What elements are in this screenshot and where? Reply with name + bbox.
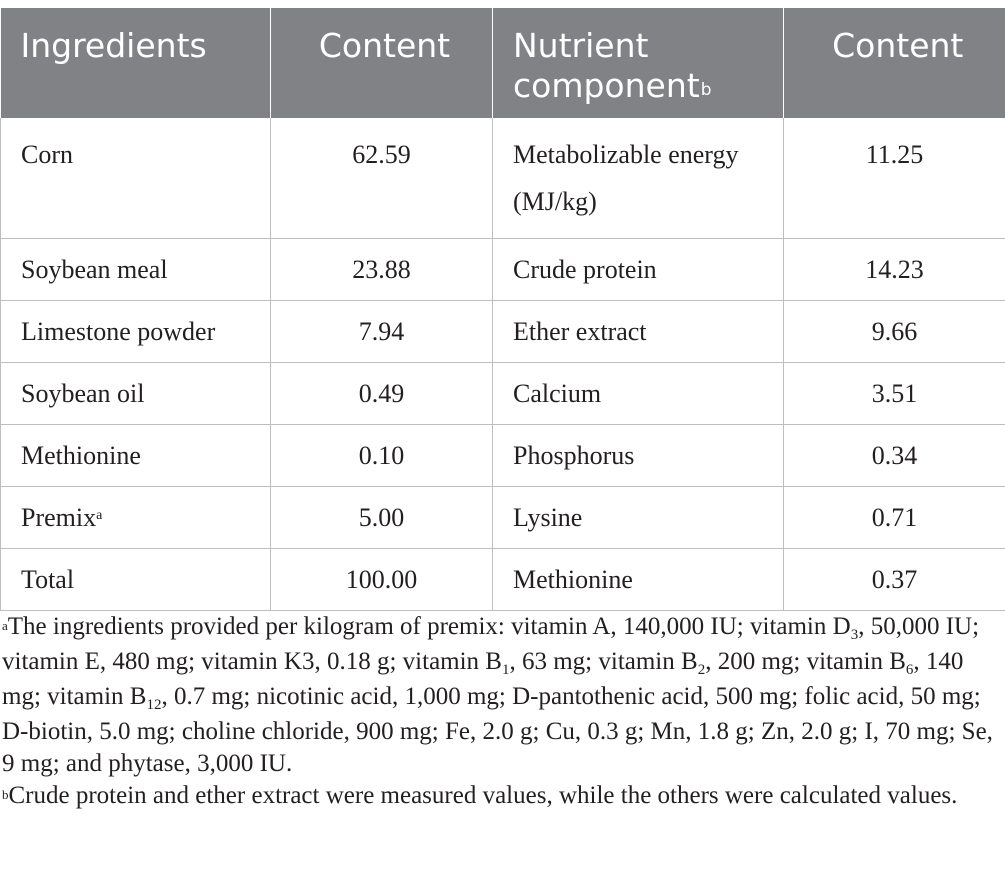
- nutrient-value-cell: 3.51: [784, 363, 1005, 425]
- ingredient-content-cell: 0.49: [271, 363, 493, 425]
- table-body: [1, 118, 1005, 611]
- nutrient-cell: Ether extract: [493, 301, 784, 363]
- footnote-b: [2, 780, 1002, 812]
- footnote-marker-a: a: [96, 508, 103, 523]
- nutrient-value-cell: 0.37: [784, 549, 1005, 611]
- ingredient-cell: Limestone powder: [1, 301, 271, 363]
- ingredient-cell: [1, 487, 271, 549]
- ingredient-content-cell: 100.00: [271, 549, 493, 611]
- ingredient-content-cell: 0.10: [271, 425, 493, 487]
- table-row: [1, 118, 1005, 239]
- table-row: [1, 549, 1005, 611]
- nutrient-cell: Crude protein: [493, 239, 784, 301]
- header-content-nutrient: Content: [784, 8, 1005, 118]
- footnote-a-text: , 200 mg; vitamin B: [705, 648, 906, 675]
- nutrient-value-cell: 11.25: [784, 118, 1005, 239]
- header-row: [1, 8, 1005, 118]
- nutrient-cell: Calcium: [493, 363, 784, 425]
- nutrient-line2: (MJ/kg): [513, 187, 597, 216]
- table-row: [1, 425, 1005, 487]
- subscript: 1: [501, 662, 510, 678]
- footnote-b-marker: b: [2, 787, 9, 802]
- footnote-a-text: , 50,000 IU; vitamin E, 480 mg; vitamin K3, 0.18 g; vitamin B: [2, 613, 980, 675]
- subscript: 6: [905, 662, 914, 678]
- ingredient-cell: Corn: [1, 118, 271, 239]
- nutrient-cell: Phosphorus: [493, 425, 784, 487]
- header-nutrient-component: [493, 8, 784, 118]
- subscript: 3: [850, 627, 859, 643]
- table-row: [1, 363, 1005, 425]
- nutrient-cell: Lysine: [493, 487, 784, 549]
- ingredient-content-cell: 62.59: [271, 118, 493, 239]
- nutrient-value-cell: 0.71: [784, 487, 1005, 549]
- ingredient-content-cell: 23.88: [271, 239, 493, 301]
- ingredient-content-cell: 5.00: [271, 487, 493, 549]
- table-row: [1, 487, 1005, 549]
- nutrient-line1: Metabolizable energy: [513, 140, 739, 169]
- ingredient-label: Premix: [21, 503, 97, 532]
- table-header: [1, 8, 1005, 118]
- ingredient-cell: Methionine: [1, 425, 271, 487]
- table-row: [1, 301, 1005, 363]
- nutrient-value-cell: 0.34: [784, 425, 1005, 487]
- nutrient-cell: [493, 118, 784, 239]
- nutrient-value-cell: 9.66: [784, 301, 1005, 363]
- subscript: 12: [146, 697, 162, 713]
- ingredient-cell: Soybean meal: [1, 239, 271, 301]
- footnote-a-text: The ingredients provided per kilogram of premix: vitamin A, 140,000 IU; vitamin D: [7, 613, 851, 640]
- footnote-a-text: , 140 mg; vitamin B: [2, 648, 964, 710]
- footnote-b-text: Crude protein and ether extract were measured values, while the others were calculated values.: [8, 782, 958, 809]
- header-nutrient-line2: component: [513, 66, 700, 105]
- header-nutrient-line1: Nutrient: [513, 26, 649, 65]
- footnote-marker-b: b: [700, 80, 712, 100]
- nutrient-cell: Methionine: [493, 549, 784, 611]
- table-row: [1, 239, 1005, 301]
- ingredient-cell: Total: [1, 549, 271, 611]
- table-footnotes: [2, 611, 1002, 812]
- ingredient-cell: Soybean oil: [1, 363, 271, 425]
- nutrient-value-cell: 14.23: [784, 239, 1005, 301]
- subscript: 2: [697, 662, 706, 678]
- footnote-a-marker: a: [2, 618, 8, 633]
- footnote-a: [2, 611, 1002, 780]
- diet-composition-table: [0, 8, 1005, 611]
- ingredient-content-cell: 7.94: [271, 301, 493, 363]
- header-ingredients: Ingredients: [1, 8, 271, 118]
- footnote-a-text: , 0.7 mg; nicotinic acid, 1,000 mg; D-pantothenic acid, 500 mg; folic acid, 50 mg; D-biotin, 5.0 mg; choline chloride, 900 mg; Fe, 2.0 g; Cu, 0.3 g; Mn, 1.8 g; Zn, 2.0 g; I, 70 mg; Se, 9 mg; and phytase, 3,000 IU.: [2, 683, 993, 777]
- footnote-a-text: , 63 mg; vitamin B: [509, 648, 698, 675]
- header-content-ingredients: Content: [271, 8, 493, 118]
